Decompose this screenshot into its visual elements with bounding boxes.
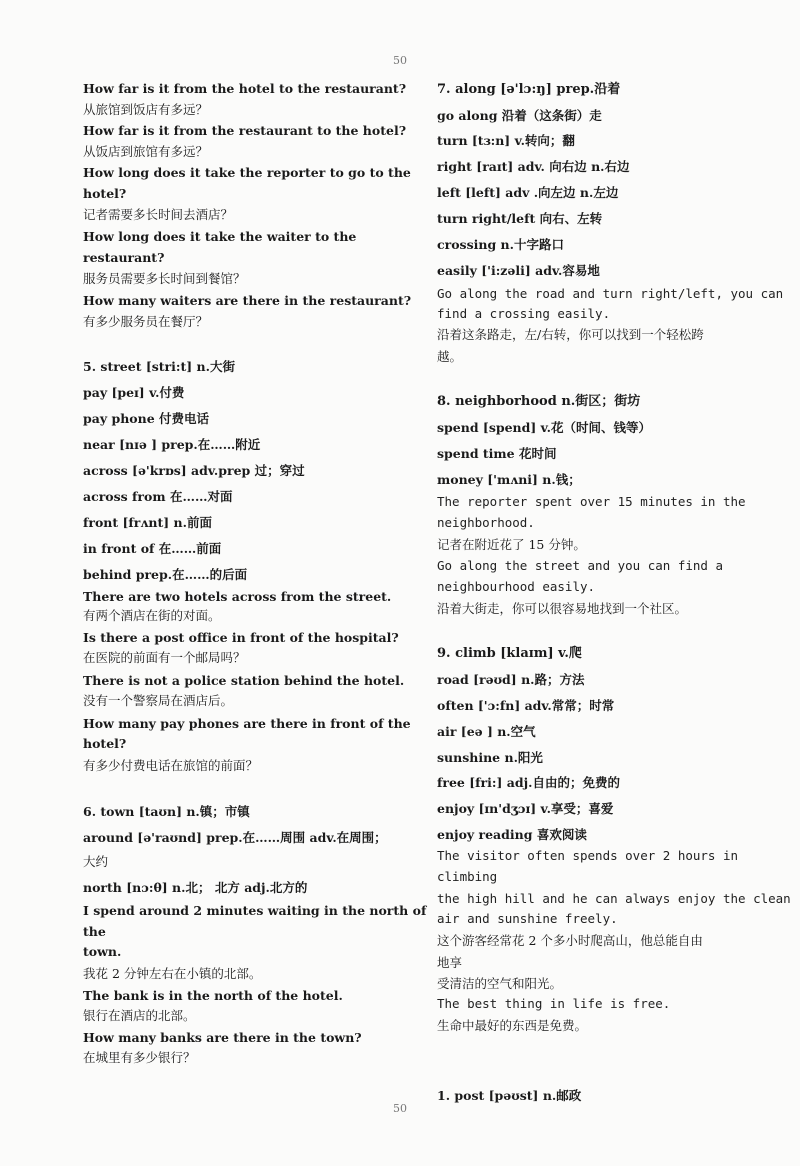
left-column-line: 记者需要多长时间去酒店？ [83,207,234,222]
right-column-line: 沿着这条路走，左/右转，你可以找到一个轻松跨 [437,327,704,342]
right-column-line: neighbourhood easily. [437,579,596,594]
left-column-line: Is there a post office in front of the hospital? [83,630,399,645]
left-column-line: across from 在……对面 [83,489,233,504]
right-column-line: 受清洁的空气和阳光。 [437,976,563,991]
right-column-line: spend [spend] v.花（时间、钱等） [437,420,652,435]
page-number-top: 50 [393,54,407,67]
left-column-line: How long does it take the reporter to go to the [83,165,411,180]
left-column-line: There is not a police station behind the hotel. [83,673,405,688]
left-column-line: around [ə'raʊnd] prep.在……周围 adv.在周围； [83,830,387,845]
right-column-line: road [rəʊd] n.路；方法 [437,672,585,687]
left-column-line: north [nɔ:θ] n.北； 北方 adj.北方的 [83,880,308,895]
right-column-line: The reporter spent over 15 minutes in the [437,494,746,509]
left-column-line: 有两个酒店在街的对面。 [83,608,221,623]
left-column-line: 从旅馆到饭店有多远？ [83,102,209,117]
left-column-line: 在医院的前面有一个邮局吗？ [83,650,246,665]
right-column-line: turn [tɜ:n] v.转向；翻 [437,133,575,148]
right-column-line: 沿着大街走，你可以很容易地找到一个社区。 [437,601,688,616]
left-column-line: How far is it from the restaurant to the hotel? [83,123,407,138]
left-column-line: front [frʌnt] n.前面 [83,515,212,530]
left-column-line: 6. town [taʊn] n.镇；市镇 [83,804,250,819]
left-column-line: behind prep.在……的后面 [83,567,248,582]
right-column-line: Go along the road and turn right/left, you can [437,286,784,301]
right-column-line: 1. post [pəʊst] n.邮政 [437,1088,582,1103]
right-column-line: find a crossing easily. [437,306,611,321]
right-column-line: left [left] adv .向左边 n.左边 [437,185,619,200]
right-column-line: money ['mʌni] n.钱； [437,472,581,487]
right-column-line: 7. along [ə'lɔ:ŋ] prep.沿着 [437,82,621,97]
left-column-line: How long does it take the waiter to the [83,229,357,244]
left-column-line: 服务员需要多长时间到餐馆？ [83,271,246,286]
right-column-line: free [fri:] adj.自由的；免费的 [437,775,620,790]
right-column-line: spend time 花时间 [437,446,557,461]
right-column-line: enjoy reading 喜欢阅读 [437,827,587,842]
left-column-line: the [83,924,106,939]
right-column-line: the high hill and he can always enjoy the clean [437,891,791,906]
right-column-line: 8. neighborhood n.街区；街坊 [437,394,641,409]
left-column-line: How many waiters are there in the restaurant? [83,293,412,308]
right-column-line: air [eə ] n.空气 [437,724,536,739]
right-column-line: neighborhood. [437,515,535,530]
left-column-line: hotel? [83,736,127,751]
left-column-line: hotel? [83,186,127,201]
right-column-line: 记者在附近花了 15 分钟。 [437,537,586,552]
left-column-line: There are two hotels across from the street. [83,589,392,604]
right-column-line: sunshine n.阳光 [437,750,543,765]
left-column-line: The bank is in the north of the hotel. [83,988,343,1003]
left-column-line: in front of 在……前面 [83,541,222,556]
left-column-line: How many banks are there in the town? [83,1030,362,1045]
left-column-line: 有多少服务员在餐厅？ [83,314,209,329]
left-column-line: 没有一个警察局在酒店后。 [83,693,234,708]
right-column-line: often ['ɔ:fn] adv.常常；时常 [437,698,615,713]
left-column-line: town. [83,944,122,959]
left-column-line: I spend around 2 minutes waiting in the north of [83,903,427,918]
right-column-line: crossing n.十字路口 [437,237,564,252]
left-column-line: How far is it from the hotel to the restaurant? [83,81,407,96]
left-column-line: 在城里有多少银行？ [83,1050,196,1065]
left-column-line: 我花 2 分钟左右在小镇的北部。 [83,966,262,981]
right-column-line: 地享 [437,955,463,970]
right-column-line: The best thing in life is free. [437,996,671,1011]
right-column-line: Go along the street and you can find a [437,558,723,573]
right-column-line: 9. climb [klaɪm] v.爬 [437,646,582,661]
right-column-line: The visitor often spends over 2 hours in [437,848,739,863]
right-column-line: right [raɪt] adv. 向右边 n.右边 [437,159,630,174]
left-column-line: 大约 [83,854,109,869]
page-number-bottom: 50 [393,1102,407,1115]
left-column-line: 从饭店到旅馆有多远？ [83,144,209,159]
left-column-line: 银行在酒店的北部。 [83,1008,196,1023]
left-column-line: How many pay phones are there in front of the [83,716,411,731]
right-column-line: go along 沿着（这条街）走 [437,108,602,123]
right-column-line: enjoy [ɪn'dʒɔɪ] v.享受；喜爱 [437,801,614,816]
right-column-line: easily ['i:zəli] adv.容易地 [437,263,600,278]
right-column-line: air and sunshine freely. [437,911,618,926]
left-column-line: 5. street [stri:t] n.大街 [83,359,235,374]
left-column-line: pay phone 付费电话 [83,411,210,426]
left-column-line: near [nɪə ] prep.在……附近 [83,437,261,452]
left-column-line: across [ə'krɒs] adv.prep 过；穿过 [83,463,305,478]
left-column-line: 有多少付费电话在旅馆的前面？ [83,758,259,773]
right-column-line: 这个游客经常花 2 个多小时爬高山，他总能自由 [437,933,703,948]
right-column-line: climbing [437,869,498,884]
right-column-line: 生命中最好的东西是免费。 [437,1018,588,1033]
left-column-line: pay [peɪ] v.付费 [83,385,185,400]
left-column-line: restaurant? [83,250,165,265]
right-column-line: turn right/left 向右、左转 [437,211,603,226]
right-column-line: 越。 [437,349,463,364]
